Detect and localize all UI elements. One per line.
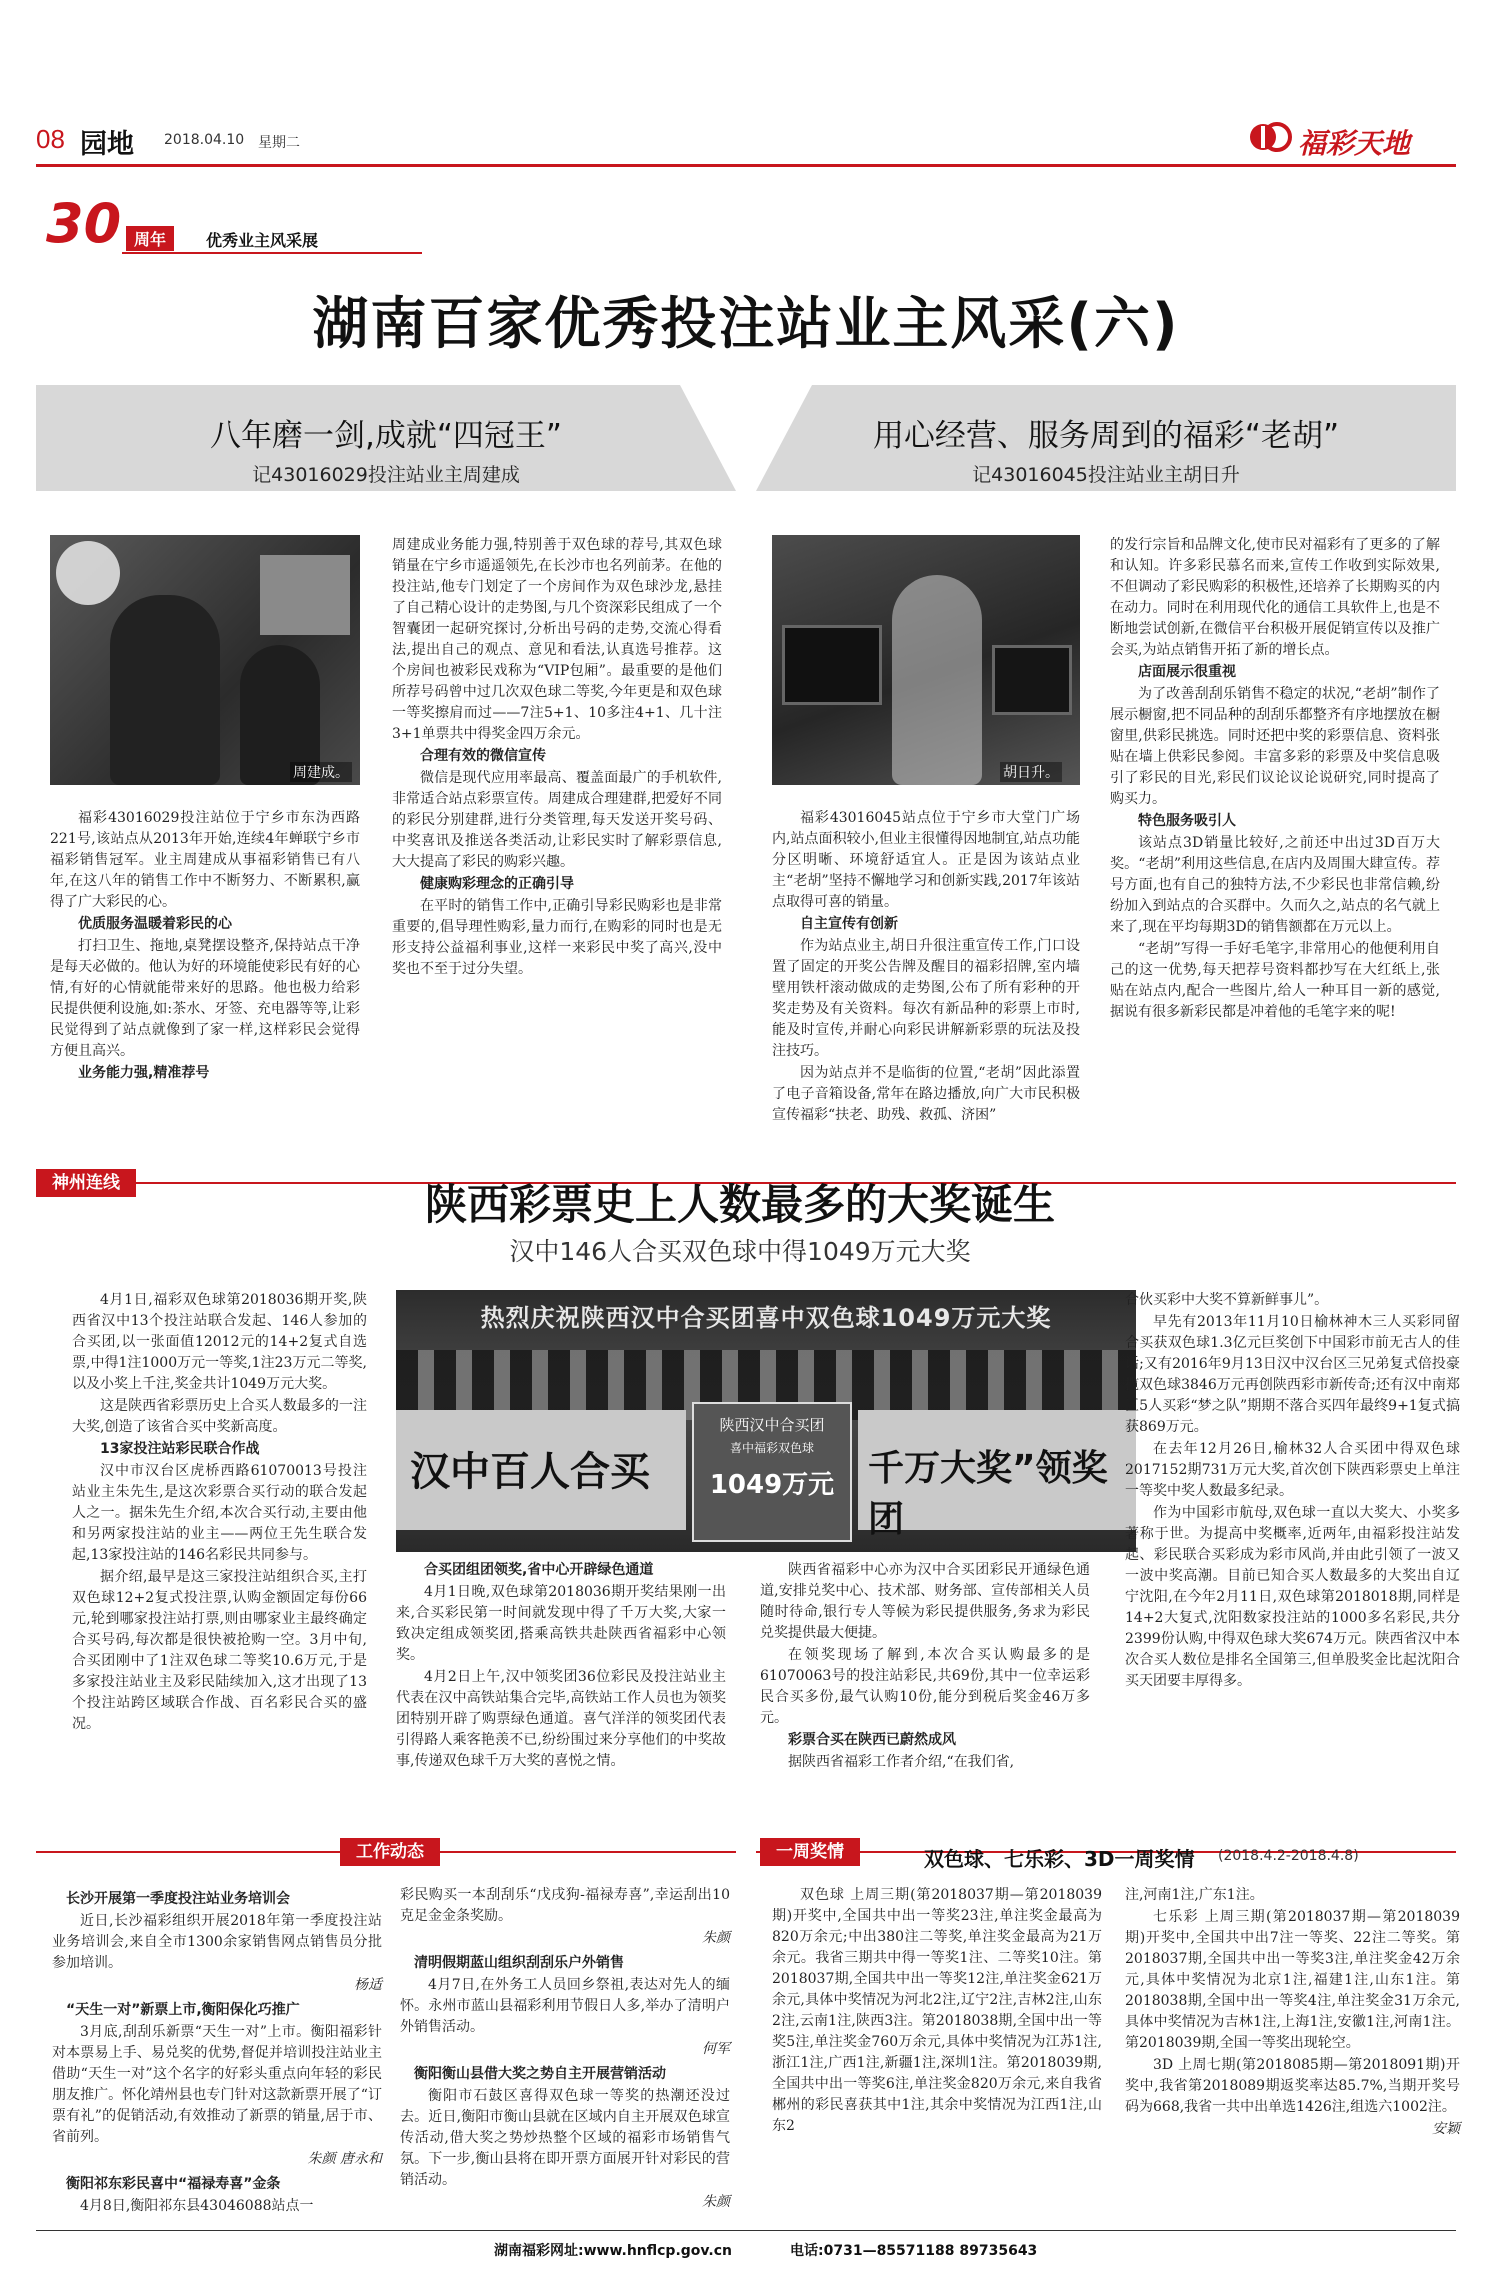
paragraph: 陕西省福彩中心亦为汉中合买团彩民开通绿色通道,安排兑奖中心、技术部、财务部、宣传部相关人员随时待命,银行专人等候为彩民提供服务,务求为彩民兑奖提供最大便捷。 [760,1562,1090,1641]
subheading: 自主宣传有创新 [800,916,898,932]
anniversary-label: 周年 [126,226,174,251]
story2-col1 [772,808,1080,1127]
column-name: 优秀业主风采展 [206,231,319,250]
paragraph: 近日,长沙福彩组织开展2018年第一季度投注站业务培训会,来自全市1300余家销售网点销售员分批参加培训。 [52,1913,382,1971]
sign-left [396,1410,686,1530]
paragraph: 早先有2013年11月10日榆林神木三人买彩同留合买获双色球1.3亿元巨奖创下中国彩市前无古人的佳话;又有2016年9月13日汉中汉台区三兄弟复式倍投豪揽双色球3846万元再创陕西彩市新传奇;还有汉中南郑区5人买彩“梦之队”期期不落合买四年最终9+1复式搞获869万元。 [1125,1314,1460,1435]
paragraph: “老胡”写得一手好毛笔字,非常用心的他便利用自己的这一优势,每天把荐号资料都抄写在大红纸上,张贴在站点内,配合一些图片,给人一种耳目一新的感觉,据说有很多新彩民都是冲着他的毛笔字来的呢! [1110,941,1440,1020]
prize-board-sub: 喜中福彩双色球 [729,1441,814,1455]
shenzhou-col1 [72,1290,367,1736]
paragraph: 福彩43016029投注站位于宁乡市东沩西路221号,该站点从2013年开始,连续4年蝉联宁乡市福彩销售冠军。业主周建成从事福彩销售已有八年,在这八年的销售工作中不断努力、不断累积,赢得了广大彩民的心。 [50,810,360,910]
news-headline: 长沙开展第一季度投注站业务培训会 [66,1891,290,1907]
brand-logo-icon [1248,120,1292,154]
monitor-screen [992,645,1072,715]
story1-subhead: 记43016029投注站业主周建成 [252,464,520,486]
footer-rule [36,2230,1456,2231]
subheading: 彩票合买在陕西已蔚然成风 [788,1732,956,1748]
paragraph: 打扫卫生、拖地,桌凳摆设整齐,保持站点干净是每天必做的。他认为好的环境能使彩民有好的心情,有好的心情就能带来好的思路。他也极力给彩民提供便利设施,如:茶水、牙签、充电器等等,让彩民觉得到了站点就像到了家一样,这样彩民会觉得方便且高兴。 [50,938,360,1059]
paragraph: 在领奖现场了解到,本次合买认购最多的是61070063号的投注站彩民,共69份,其中一位幸运彩民合买多份,最气认购10份,能分到税后奖金46万多元。 [760,1647,1090,1726]
subheading: 健康购彩理念的正确引导 [420,876,574,892]
paragraph: 4月7日,在外务工人员回乡祭祖,表达对先人的缅怀。永州市蓝山县福彩利用节假日人多,举办了清明户外销售活动。 [400,1977,730,2035]
subheading: 店面展示很重视 [1138,664,1236,680]
paragraph: 在去年12月26日,榆林32人合买团中得双色球2017152期731万元大奖,首次创下陕西彩票史上单注一等奖中奖人数最多纪录。 [1125,1441,1460,1499]
news-headline: 衡阳衡山县借大奖之势自主开展营销活动 [414,2066,666,2082]
subheading: 13家投注站彩民联合作战 [100,1441,260,1457]
footer-phone: 电话:0731—85571188 89735643 [790,2243,1038,2259]
paragraph: 双色球 上周三期(第2018037期—第2018039期)开奖中,全国共中出一等奖23注,单注奖金最高为820万余元;中出380注二等奖,单注奖金最高为21万余元。我省三期共中得一等奖1注、二等奖10注。第2018037期,全国共中出一等奖12注,单注奖金621万余元,具体中奖情况为河北2注,辽宁2注,吉林2注,山东2注,云南1注,陕西3注。第2018038期,全国中出一等奖5注,单注奖金760万余元,具体中奖情况为江苏1注,浙江1注,广西1注,新疆1注,深圳1注。第2018039期,全国共中出一等奖6注,单注奖金820万余元,来自我省郴州的彩民喜获其中1注,其余中奖情况为江西1注,山东2 [772,1887,1102,2134]
news-headline: 清明假期蓝山组织刮刮乐户外销售 [414,1955,624,1971]
person-silhouette [110,595,220,785]
page-number: 08 [36,124,65,154]
work-tag: 工作动态 [340,1838,440,1866]
paragraph: 该站点3D销量比较好,之前还中出过3D百万大奖。“老胡”利用这些信息,在店内及周围大肆宣传。荐号方面,也有自己的独特方法,不少彩民也非常信赖,纷纷加入到站点的合买群中。久而久之,站点的名气就上来了,现在平均每期3D的销售额都在万元以上。 [1110,835,1440,935]
byline: 安颖 [1432,2121,1460,2137]
shenzhou-col4 [1125,1290,1460,1693]
news-headline: 衡阳祁东彩民喜中“福禄寿喜”金条 [66,2176,281,2192]
paragraph: 微信是现代应用率最高、覆盖面最广的手机软件,非常适合站点彩票宣传。周建成合理建群,把爱好不同的彩民分别建群,进行分类管理,每天发送开奖号码、中奖喜讯及推送各类活动,让彩民实时了解彩票信息,大大提高了彩民的购彩兴趣。 [392,770,722,870]
page-header [36,120,1456,160]
section-name: 园地 [80,129,134,160]
anniversary-rule [122,252,422,254]
story1-caption: 周建成。 [290,762,352,782]
prize-board [692,1402,852,1542]
byline: 杨适 [354,1977,382,1993]
news-headline: “天生一对”新票上市,衡阳保化巧推广 [66,2002,300,2018]
issue-date: 2018.04.10 [164,132,245,148]
weekly-col1 [772,1885,1102,2138]
display-panel [260,555,350,635]
story2-subhead: 记43016045投注站业主胡日升 [972,464,1240,486]
byline: 朱颜 [702,1930,730,1946]
anniversary-number: 30 [46,192,122,255]
header-rule [36,164,1456,167]
paragraph: 注,河南1注,广东1注。 [1125,1887,1264,1903]
paragraph: 为了改善刮刮乐销售不稳定的状况,“老胡”制作了展示橱窗,把不同品种的刮刮乐都整齐有序地摆放在橱窗里,供彩民挑选。同时还把中奖的彩票信息、资料张贴在墙上供彩民参阅。丰富多彩的彩票及中奖信息吸引了彩民的目光,彩民们议论议论说研究,同时提高了购买力。 [1110,686,1440,807]
shenzhou-col2 [396,1560,726,1773]
paragraph: 4月2日上午,汉中领奖团36位彩民及投注站业主代表在汉中高铁站集合完毕,高铁站工作人员也为领奖团特别开辟了购票绿色通道。喜气洋洋的领奖团代表引得路人乘客艳羡不已,纷纷围过来分享他们的中奖故事,传递双色球千万大奖的喜悦之情。 [396,1669,726,1769]
paragraph: 3月底,刮刮乐新票“天生一对”上市。衡阳福彩针对本票易上手、易兑奖的优势,督促并培训投注站业主借助“天生一对”这个名字的好彩头重点向年轻的彩民朋友推广。怀化靖州县也专门针对这款新票开展了“订票有礼”的促销活动,有效推动了新票的销量,居于市、省前列。 [52,2024,382,2145]
byline: 朱颜 [702,2194,730,2210]
prize-board-amount: 1049万元 [709,1470,835,1500]
paragraph: 因为站点并不是临街的位置,“老胡”因此添置了电子音箱设备,常年在路边播放,向广大市民积极宣传福彩“扶老、助残、救孤、济困” [772,1065,1080,1123]
paragraph: 3D 上周七期(第2018085期—第2018091期)开奖中,我省第2018089期返奖率达85.7%,当期开奖号码为668,我省一共中出单选1426注,组选六1002注。 [1125,2057,1460,2115]
paragraph: 4月8日,衡阳祁东县43046088站点一 [80,2198,314,2214]
paragraph: 4月1日,福彩双色球第2018036期开奖,陕西省汉中13个投注站联合发起、146人参加的合买团,以一张面值12012元的14+2复式自选票,中得1注1000万元一等奖,1注23万元二等奖,以及小奖上千注,奖金共计1049万元大奖。 [72,1292,367,1392]
paragraph: 这是陕西省彩票历史上合买人数最多的一注大奖,创造了该省合买中奖新高度。 [72,1398,367,1435]
paragraph: 的发行宗旨和品牌文化,使市民对福彩有了更多的了解和认知。许多彩民慕名而来,宣传工作收到实际效果,不但调动了彩民购彩的积极性,还培养了长期购买的内在动力。同时在利用现代化的通信工具软件上,也是不断地尝试创新,在微信平台积极开展促销宣传以及推广会买,为站点销售开拓了新的增长点。 [1110,537,1440,658]
paragraph: 据介绍,最早是这三家投注站组织合买,主打双色球12+2复式投注票,认购金额固定每份66元,轮到哪家投注站打票,则由哪家业主最终确定合买号码,每次都是很快被抢购一空。3月中旬,合买团刚中了1注双色球二等奖10.6万元,于是多家投注站业主及彩民陆续加入,这才出现了13个投注站跨区域联合作战、百名彩民合买的盛况。 [72,1569,367,1732]
paragraph: 4月1日晚,双色球第2018036期开奖结果刚一出来,合买彩民第一时间就发现中得了千万大奖,大家一致决定组成领奖团,搭乘高铁共赴陕西省福彩中心领奖。 [396,1584,726,1663]
weekly-tag: 一周奖情 [760,1838,860,1866]
story2-headline: 用心经营、服务周到的福彩“老胡” [872,418,1340,454]
byline: 何军 [702,2041,730,2057]
subheading: 优质服务温暖着彩民的心 [78,916,232,932]
story1-photo [50,535,360,785]
subheading: 合买团组团领奖,省中心开辟绿色通道 [424,1562,654,1578]
monitor-screen [782,625,882,705]
story1-col1 [50,808,360,1085]
paragraph: 合伙买彩中大奖不算新鲜事儿”。 [1125,1292,1329,1308]
paragraph: 据陕西省福彩工作者介绍,“在我们省, [788,1754,1015,1770]
brand-name: 福彩天地 [1298,127,1411,160]
shenzhou-subhead: 汉中146人合买双色球中得1049万元大奖 [509,1237,971,1266]
paragraph: 彩民购买一本刮刮乐“戊戌狗-福禄寿喜”,幸运刮出10克足金金条奖励。 [400,1887,730,1924]
weekly-date-range: (2018.4.2-2018.4.8) [1218,1848,1359,1864]
shenzhou-col3 [760,1560,1090,1774]
weekly-col2 [1125,1885,1460,2141]
sign-right [858,1410,1136,1540]
shenzhou-tag: 神州连线 [36,1169,136,1197]
anniversary-badge [46,192,426,256]
work-col2 [400,1885,730,2214]
weekly-title: 双色球、七乐彩、3D一周奖情 [924,1847,1195,1871]
paragraph: 在平时的销售工作中,正确引导彩民购彩也是非常重要的,倡导理性购彩,量力而行,在购彩的同时也是无形支持公益福利事业,这样一来彩民中奖了高兴,没中奖也不至于过分失望。 [392,898,722,977]
story2-col2 [1110,535,1440,1024]
photo-banner: 热烈庆祝陕西汉中合买团喜中双色球1049万元大奖 [480,1304,1052,1332]
subheading: 特色服务吸引人 [1138,813,1236,829]
sign-left-text: 汉中百人合买 [410,1449,650,1495]
story2-caption: 胡日升。 [1000,762,1062,782]
issue-weekday: 星期二 [258,135,300,151]
paragraph: 七乐彩 上周三期(第2018037期—第2018039期)开奖中,全国共中出7注一等奖、22注二等奖。第2018037期,全国共中出一等奖3注,单注奖金42万余元,具体中奖情况为北京1注,福建1注,山东1注。第2018038期,全国中出一等奖4注,单注奖金31万余元,具体中奖情况为吉林1注,上海1注,安徽1注,河南1注。第2018039期,全国一等奖出现轮空。 [1125,1909,1460,2051]
prize-board-title: 陕西汉中合买团 [719,1416,825,1434]
paragraph: 衡阳市石鼓区喜得双色球一等奖的热潮还没过去。近日,衡阳市衡山县就在区域内自主开展双色球宣传活动,借大奖之势炒热整个区域的福彩市场销售气氛。下一步,衡山县将在即开票方面展开针对彩民的营销活动。 [400,2088,730,2188]
fc-watermark-icon [56,541,120,605]
shenzhou-photo [396,1290,1136,1552]
person-silhouette [892,575,982,785]
work-col1 [52,1885,382,2218]
story1-headline: 八年磨一剑,成就“四冠王” [210,418,562,454]
paragraph: 作为中国彩市航母,双色球一直以大奖大、小奖多著称于世。为提高中奖概率,近两年,由福彩投注站发起、彩民联合买彩成为彩市风尚,并由此引领了一波又一波中奖高潮。目前已知合买人数最多的大奖出自辽宁沈阳,在今年2月11日,双色球第2018018期,同样是14+2大复式,沈阳数家投注站的1000多名彩民,共分2399份认购,中得双色球大奖674万元。陕西省汉中本次合买人数位是排名全国第三,但单股奖金比起沈阳合买天团要丰厚得多。 [1125,1505,1460,1689]
story1-col2 [392,535,722,981]
story2-photo [772,535,1080,785]
subheading: 合理有效的微信宣传 [420,748,546,764]
sign-right-text: 千万大奖”领奖团 [868,1448,1108,1540]
paragraph: 汉中市汉台区虎桥西路61070013号投注站业主朱先生,是这次彩票合买行动的联合发起人之一。据朱先生介绍,本次合买行动,主要由他和另两家投注站的业主——两位王先生联合发起,13家投注站的146名彩民共同参与。 [72,1463,367,1563]
paragraph: 福彩43016045站点位于宁乡市大堂门广场内,站点面积较小,但业主很懂得因地制宜,站点功能分区明晰、环境舒适宜人。正是因为该站点业主“老胡”坚持不懈地学习和创新实践,2017年该站点取得可喜的销量。 [772,810,1080,910]
shenzhou-headline: 陕西彩票史上人数最多的大奖诞生 [424,1180,1055,1229]
subheading: 业务能力强,精准荐号 [78,1065,210,1081]
footer-website: 湖南福彩网址:www.hnflcp.gov.cn [494,2243,732,2259]
paragraph: 作为站点业主,胡日升很注重宣传工作,门口设置了固定的开奖公告牌及醒目的福彩招牌,室内墙壁用铁杆滚动做成的走势图,公布了所有彩种的开奖走势及有关资料。每次有新品种的彩票上市时,能及时宣传,并耐心向彩民讲解新彩票的玩法及投注技巧。 [772,938,1080,1059]
main-title: 湖南百家优秀投注站业主风采(六) [312,292,1180,357]
byline: 朱颜 唐永和 [307,2151,382,2167]
paragraph: 周建成业务能力强,特别善于双色球的荐号,其双色球销量在宁乡市遥遥领先,在长沙市也名列前茅。在他的投注站,他专门划定了一个房间作为双色球沙龙,悬挂了自己精心设计的走势图,与几个资深彩民组成了一个智囊团一起研究探讨,分析出号码的走势,交流心得看法,提出自己的观点、意见和看法,认真选号推荐。这个房间也被彩民戏称为“VIP包厢”。最重要的是他们所荐号码曾中过几次双色球二等奖,今年更是和双色球一等奖擦肩而过——7注5+1、10多注4+1、几十注3+1单票共中得奖金四万余元。 [392,537,722,742]
